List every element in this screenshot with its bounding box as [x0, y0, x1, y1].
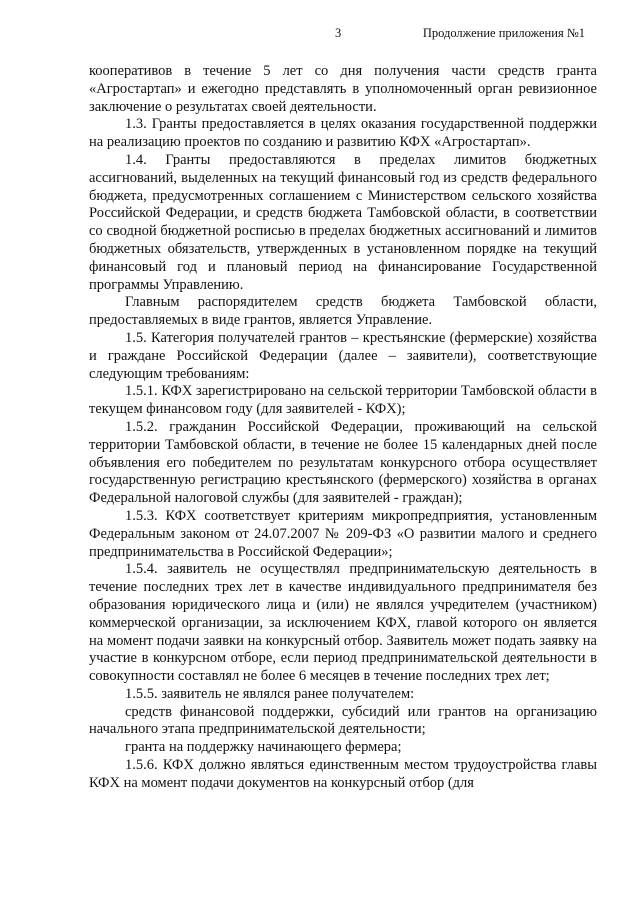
paragraph-1-5-6: 1.5.6. КФХ должно являться единственным местом трудоустройства главы КФХ на момент подачи документов на конкурсный отбор (для: [89, 757, 597, 791]
document-body: [89, 63, 597, 793]
paragraph-1-3: 1.3. Гранты предоставляется в целях оказания государственной поддержки на реализацию проектов по созданию и развитию КФХ «Агростартап».: [89, 116, 597, 151]
paragraph-financial-support: средств финансовой поддержки, субсидий или грантов на организацию начального этапа предпринимательской деятельности;: [89, 703, 597, 738]
paragraph-1-5-5: 1.5.5. заявитель не являлся ранее получателем:: [125, 685, 415, 702]
paragraph-1-5: 1.5. Категория получателей грантов – крестьянские (фермерские) хозяйства и граждане Российской Федерации (далее – заявители), соответствующие следующим требованиям:: [89, 329, 597, 382]
paragraph-1-5-1: 1.5.1. КФХ зарегистрировано на сельской территории Тамбовской области в текущем финансовом году (для заявителей - КФХ);: [89, 383, 597, 418]
page-number: 3: [335, 26, 342, 40]
paragraph-continuation: кооперативов в течение 5 лет со дня получения части средств гранта «Агростартап» и ежегодно представлять в уполномоченный орган ревизионное заключение о результатах своей деятельности.: [89, 63, 597, 115]
paragraph-main-manager: Главным распорядителем средств бюджета Тамбовской области, предоставляемых в виде грантов, является Управление.: [89, 294, 597, 329]
paragraph-1-5-3: 1.5.3. КФХ соответствует критериям микропредприятия, установленным Федеральным законом от 24.07.2007 № 209-ФЗ «О развитии малого и среднего предпринимательства в Российской Федерации»;: [89, 507, 597, 560]
paragraph-1-4: 1.4. Гранты предоставляются в пределах лимитов бюджетных ассигнований, выделенных на текущий финансовый год из средств федерального бюджета, предусмотренных соглашением с Министерством сельского хозяйства Российской Федерации, и средств бюджета Тамбовской области, в соответствии со сводной бюджетной росписью в пределах бюджетных ассигнований и лимитов бюджетных обязательств, утвержденных в установленном порядке на текущий финансовый год и плановый период на финансирование Государственной программы Управлению.: [89, 151, 597, 293]
paragraph-1-5-2: 1.5.2. гражданин Российской Федерации, проживающий на сельской территории Тамбовской области, в течение не более 15 календарных дней после объявления его победителем по результатам конкурсного отбора осуществляет государственную регистрацию крестьянского (фермерского) хозяйства в органах Федеральной налоговой службы (для заявителей - граждан);: [89, 418, 597, 507]
paragraph-1-5-4: 1.5.4. заявитель не осуществлял предпринимательскую деятельность в течение последних трех лет в качестве индивидуального предпринимателя без образования юридического лица и (или) не являлся учредителем (участником) коммерческой организации, за исключением КФХ, главой которого он является на момент подачи заявки на конкурсный отбор. Заявитель может подать заявку на участие в конкурсном отборе, если период предпринимательской деятельности в совокупности составлял не более 6 месяцев в течение последних трех лет;: [89, 561, 597, 685]
paragraph-farmer-grant: гранта на поддержку начинающего фермера;: [125, 739, 402, 756]
header-note: Продолжение приложения №1: [422, 26, 585, 40]
page-header: [0, 26, 640, 42]
